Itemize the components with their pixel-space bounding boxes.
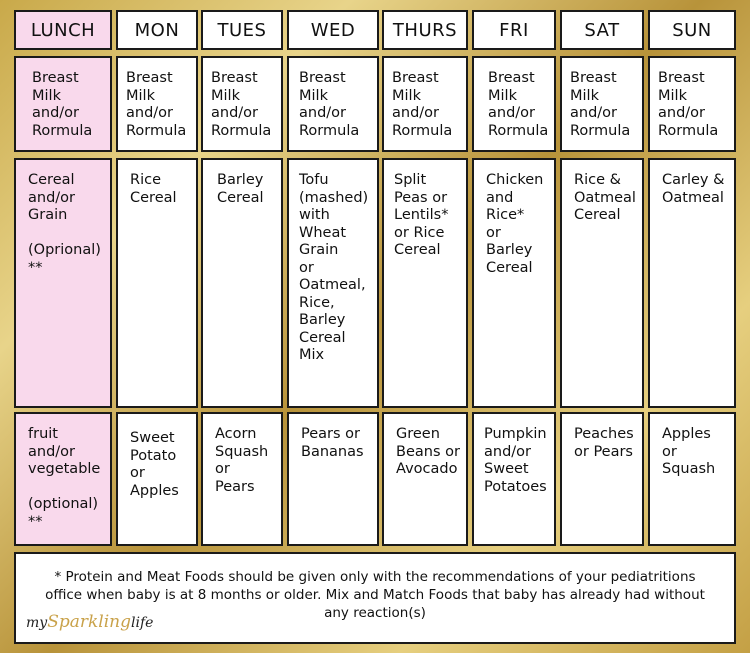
header-lunch-label: LUNCH (30, 19, 96, 41)
cell-mon-fruit: Sweet Potato or Apples (116, 412, 198, 546)
header-day-thurs (382, 10, 468, 50)
day-label: WED (310, 19, 356, 41)
header-day-sat (560, 10, 644, 50)
row-label-milk: Breast Milk and/or Rormula (14, 56, 112, 152)
day-label: THURS (392, 19, 458, 41)
day-label: SAT (584, 19, 620, 41)
cell-mon-cereal: Rice Cereal (116, 158, 198, 408)
day-label: MON (134, 19, 180, 41)
day-label: SUN (672, 19, 712, 41)
cell-sat-fruit: Peaches or Pears (560, 412, 644, 546)
header-day-wed (287, 10, 379, 50)
brand-prefix: my (26, 615, 48, 631)
row-label-cereal: Cereal and/or Grain (Oprional) ** (14, 158, 112, 408)
cell-tues-cereal: Barley Cereal (201, 158, 283, 408)
day-label: FRI (499, 19, 529, 41)
cell-sat-cereal: Rice & Oatmeal Cereal (560, 158, 644, 408)
cell-mon-milk: Breast Milk and/or Rormula (116, 56, 198, 152)
brand-accent: Sparkling (47, 612, 131, 632)
cell-fri-cereal: Chicken and Rice* or Barley Cereal (472, 158, 556, 408)
cell-wed-milk: Breast Milk and/or Rormula (287, 56, 379, 152)
header-lunch (14, 10, 112, 50)
row-label-fruit: fruit and/or vegetable (optional) ** (14, 412, 112, 546)
cell-sun-milk: Breast Milk and/or Rormula (648, 56, 736, 152)
brand-suffix: life (130, 615, 154, 631)
brand-logo (26, 612, 153, 632)
cell-sun-cereal: Carley & Oatmeal (648, 158, 736, 408)
header-day-sun (648, 10, 736, 50)
cell-sun-fruit: Apples or Squash (648, 412, 736, 546)
cell-wed-cereal: Tofu (mashed) with Wheat Grain or Oatmeal, Rice, Barley Cereal Mix (287, 158, 379, 408)
cell-tues-fruit: Acorn Squash or Pears (201, 412, 283, 546)
cell-thurs-cereal: Split Peas or Lentils* or Rice Cereal (382, 158, 468, 408)
cell-fri-milk: Breast Milk and/or Rormula (472, 56, 556, 152)
cell-wed-fruit: Pears or Bananas (287, 412, 379, 546)
cell-thurs-milk: Breast Milk and/or Rormula (382, 56, 468, 152)
footnote-text: * Protein and Meat Foods should be given only with the recommendations of your pediatritions office when baby is at 8 months or older. Mix and Match Foods that baby has already had without any reaction(s) (45, 569, 705, 621)
header-day-mon (116, 10, 198, 50)
cell-thurs-fruit: Green Beans or Avocado (382, 412, 468, 546)
day-label: TUES (217, 19, 267, 41)
cell-tues-milk: Breast Milk and/or Rormula (201, 56, 283, 152)
cell-sat-milk: Breast Milk and/or Rormula (560, 56, 644, 152)
header-day-fri (472, 10, 556, 50)
header-day-tues (201, 10, 283, 50)
cell-fri-fruit: Pumpkin and/or Sweet Potatoes (472, 412, 556, 546)
